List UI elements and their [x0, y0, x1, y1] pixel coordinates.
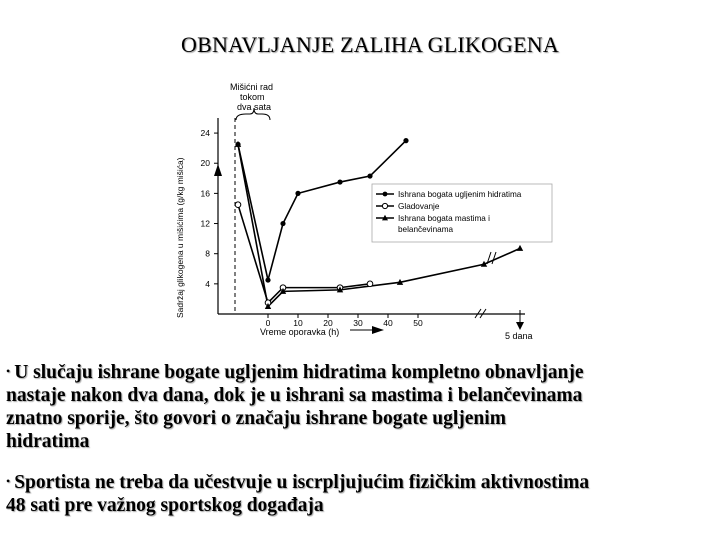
bullet-1-text: U slučaju ishrane bogate ugljenim hidratima kompletno obnavljanje nastaje nakon dva dana, dok je u ishrani sa mastima i belančevinama znatno sporije, što govori o značaju ishrane bogate ugljenim hidratima [6, 362, 584, 452]
glycogen-chart [150, 78, 560, 343]
series-2-point-5 [367, 281, 373, 287]
y-tick-label-24: 24 [200, 128, 210, 139]
x-tick-label-50: 50 [413, 318, 423, 328]
annotation-line-3: dva sata [237, 102, 272, 112]
x-tick-label-40: 40 [383, 318, 393, 328]
y-axis-label: Sadržaj glikogena u mišićima (g/kg mišića) [175, 157, 185, 318]
series-1-point-2 [265, 277, 270, 282]
series-2-point-1 [235, 202, 241, 208]
series-1-point-3 [280, 221, 285, 226]
legend-label-1: Ishrana bogata ugljenim hidratima [398, 190, 522, 199]
y-tick-label-16: 16 [200, 188, 210, 199]
legend-label-3-line-1: Ishrana bogata mastima i [398, 214, 490, 223]
x-axis-label: Vreme oporavka (h) [260, 327, 340, 337]
bullet-2-text: Sportista ne treba da učestvuje u iscrpljujućim fizičkim aktivnostima 48 sati pre važnog sportskog događaja [6, 472, 590, 516]
bullet-2 [6, 470, 720, 517]
y-tick-label-20: 20 [200, 158, 210, 169]
series-1-point-4 [295, 191, 300, 196]
five-days-arrow [516, 310, 524, 330]
legend-marker-1 [383, 192, 388, 197]
bullet-list [6, 360, 720, 534]
legend [372, 184, 552, 242]
y-axis-arrow [214, 164, 222, 176]
x-tick-label-30: 30 [353, 318, 363, 328]
legend-marker-2 [382, 203, 387, 208]
legend-label-2: Gladovanje [398, 202, 440, 211]
series-1-point-6 [367, 173, 372, 178]
slide-title: OBNAVLJANJE ZALIHA GLIKOGENA [181, 32, 559, 57]
y-tick-label-12: 12 [200, 218, 210, 229]
bullet-1 [6, 360, 720, 453]
legend-label-3-line-2: belančevinama [398, 225, 454, 234]
annotation-line-1: Mišićni rad [230, 82, 274, 92]
bullet-marker: • [6, 364, 11, 378]
annotation-line-2: tokom [240, 92, 265, 102]
x-tick-label-10: 10 [293, 318, 303, 328]
series-1-point-5 [337, 179, 342, 184]
y-tick-label-4: 4 [205, 278, 210, 289]
x-tick-label-20: 20 [323, 318, 333, 328]
x-tick-5-dana: 5 dana [505, 331, 533, 341]
x-tick-label-0: 0 [265, 318, 271, 328]
series-3-point-7 [517, 245, 523, 251]
bullet-marker: • [6, 474, 11, 488]
y-tick-label-8: 8 [205, 248, 210, 259]
series-1-point-7 [403, 138, 408, 143]
